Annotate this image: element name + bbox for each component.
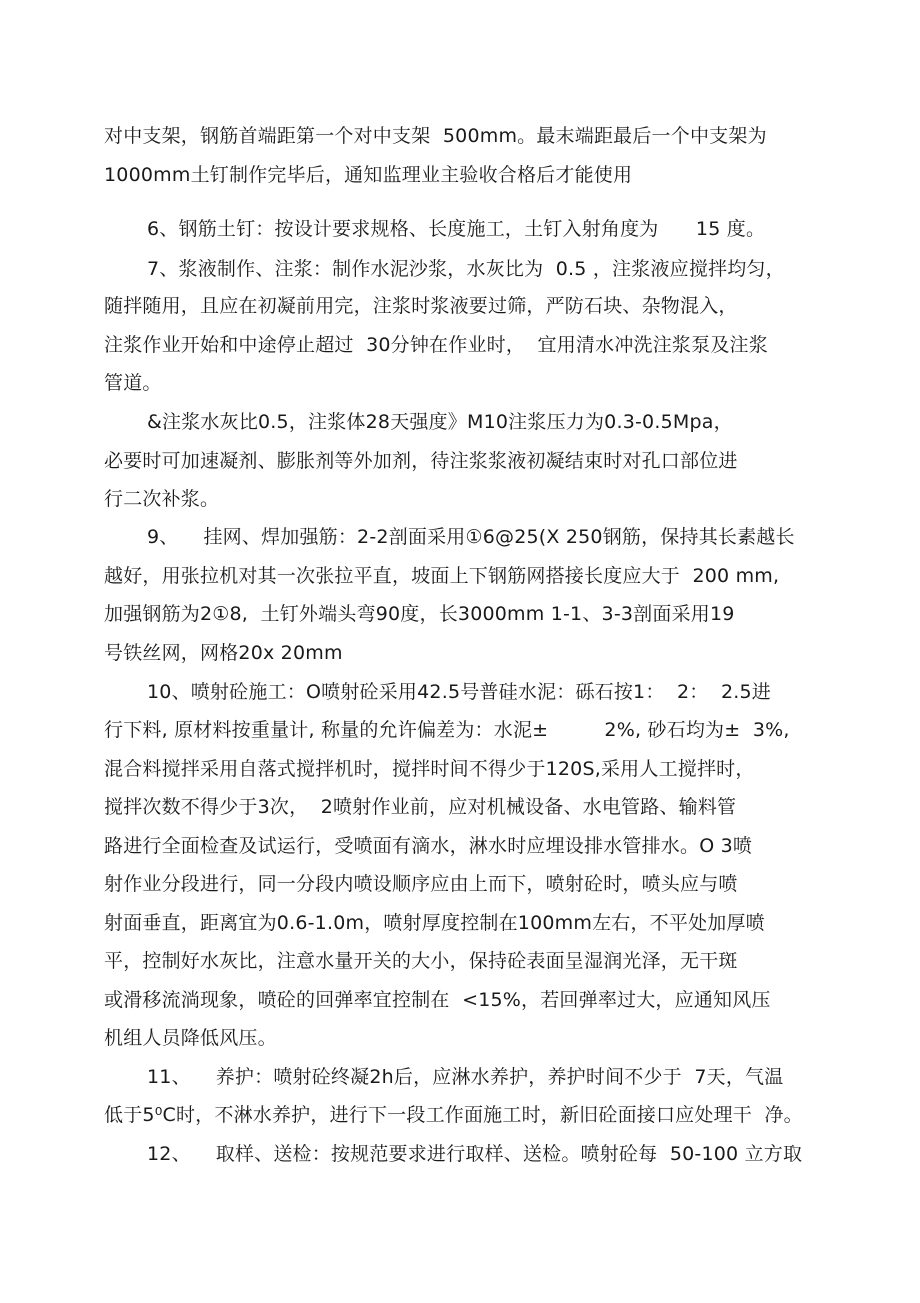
text-line: 或滑移流淌现象，喷砼的回弹率宜控制在 <15%，若回弹率过大，应通知风压 (104, 989, 771, 1011)
text-line: 机组人员降低风压。 (104, 1027, 277, 1049)
text-line: 随拌随用，且应在初凝前用完，注浆时浆液要过筛，严防石块、杂物混入， (104, 295, 738, 317)
text-line: 混合料搅拌采用自落式搅拌机时，搅拌时间不得少于120S,采用人工搅拌时， (104, 758, 755, 780)
text-line: 低于5⁰C时，不淋水养护，进行下一段工作面施工时，新旧砼面接口应处理干 净。 (104, 1104, 803, 1126)
text-line: 对中支架，钢筋首端距第一个对中支架 500mm。最末端距最后一个中支架为 (104, 125, 767, 147)
text-line: 9、 挂网、焊加强筋：2-2剖面采用①6@25(X 250钢筋，保持其长素越长 (147, 526, 795, 548)
text-line: 7、浆液制作、注浆：制作水泥沙浆，水灰比为 0.5 ，注浆液应搅拌均匀， (147, 258, 785, 280)
text-line: 必要时可加速凝剂、膨胀剂等外加剂，待注浆浆液初凝结束时对孔口部位进 (104, 450, 738, 472)
text-line: 1000mm土钉制作完毕后，通知监理业主验收合格后才能使用 (104, 164, 633, 186)
text-line: &注浆水灰比0.5，注浆体28天强度》M10注浆压力为0.3-0.5Mpa， (147, 411, 733, 433)
text-line: 管道。 (104, 372, 162, 394)
text-line: 射作业分段进行，同一分段内喷设顺序应由上而下，喷射砼时，喷头应与喷 (104, 873, 738, 895)
text-line: 注浆作业开始和中途停止超过 30分钟在作业时， 宜用清水冲洗注浆泵及注浆 (104, 334, 768, 356)
text-line: 行二次补浆。 (104, 488, 220, 510)
text-line: 平，控制好水灰比，注意水量开关的大小，保持砼表面呈湿润光泽，无干斑 (104, 950, 738, 972)
text-line: 10、喷射砼施工：O喷射砼采用42.5号普硅水泥：砾石按1： 2： 2.5进 (147, 681, 771, 703)
text-line: 12、 取样、送检：按规范要求进行取样、送检。喷射砼每 50-100 立方取 (147, 1143, 803, 1165)
text-line: 路进行全面检查及试运行，受喷面有滴水，淋水时应埋设排水管排水。O 3喷 (104, 835, 753, 857)
text-line: 6、钢筋土钉：按设计要求规格、长度施工，土钉入射角度为 15 度。 (147, 218, 766, 240)
text-line: 号铁丝网，网格20x 20mm (104, 642, 343, 664)
text-line: 11、 养护：喷射砼终凝2h后，应淋水养护，养护时间不少于 7天，气温 (147, 1066, 784, 1088)
text-line: 搅拌次数不得少于3次， 2喷射作业前，应对机械设备、水电管路、输料管 (104, 796, 737, 818)
text-line: 加强钢筋为2①8, 土钉外端头弯90度，长3000mm 1-1、3-3剖面采用19 (104, 603, 735, 625)
text-line: 行下料, 原材料按重量计, 称量的允许偏差为：水泥± 2%, 砂石均为± 3%, (104, 719, 790, 741)
text-line: 射面垂直，距离宜为0.6-1.0m，喷射厚度控制在100mm左右，不平处加厚喷 (104, 912, 765, 934)
text-line: 越好，用张拉机对其一次张拉平直，坡面上下钢筋网搭接长度应大于 200 mm, (104, 565, 780, 587)
